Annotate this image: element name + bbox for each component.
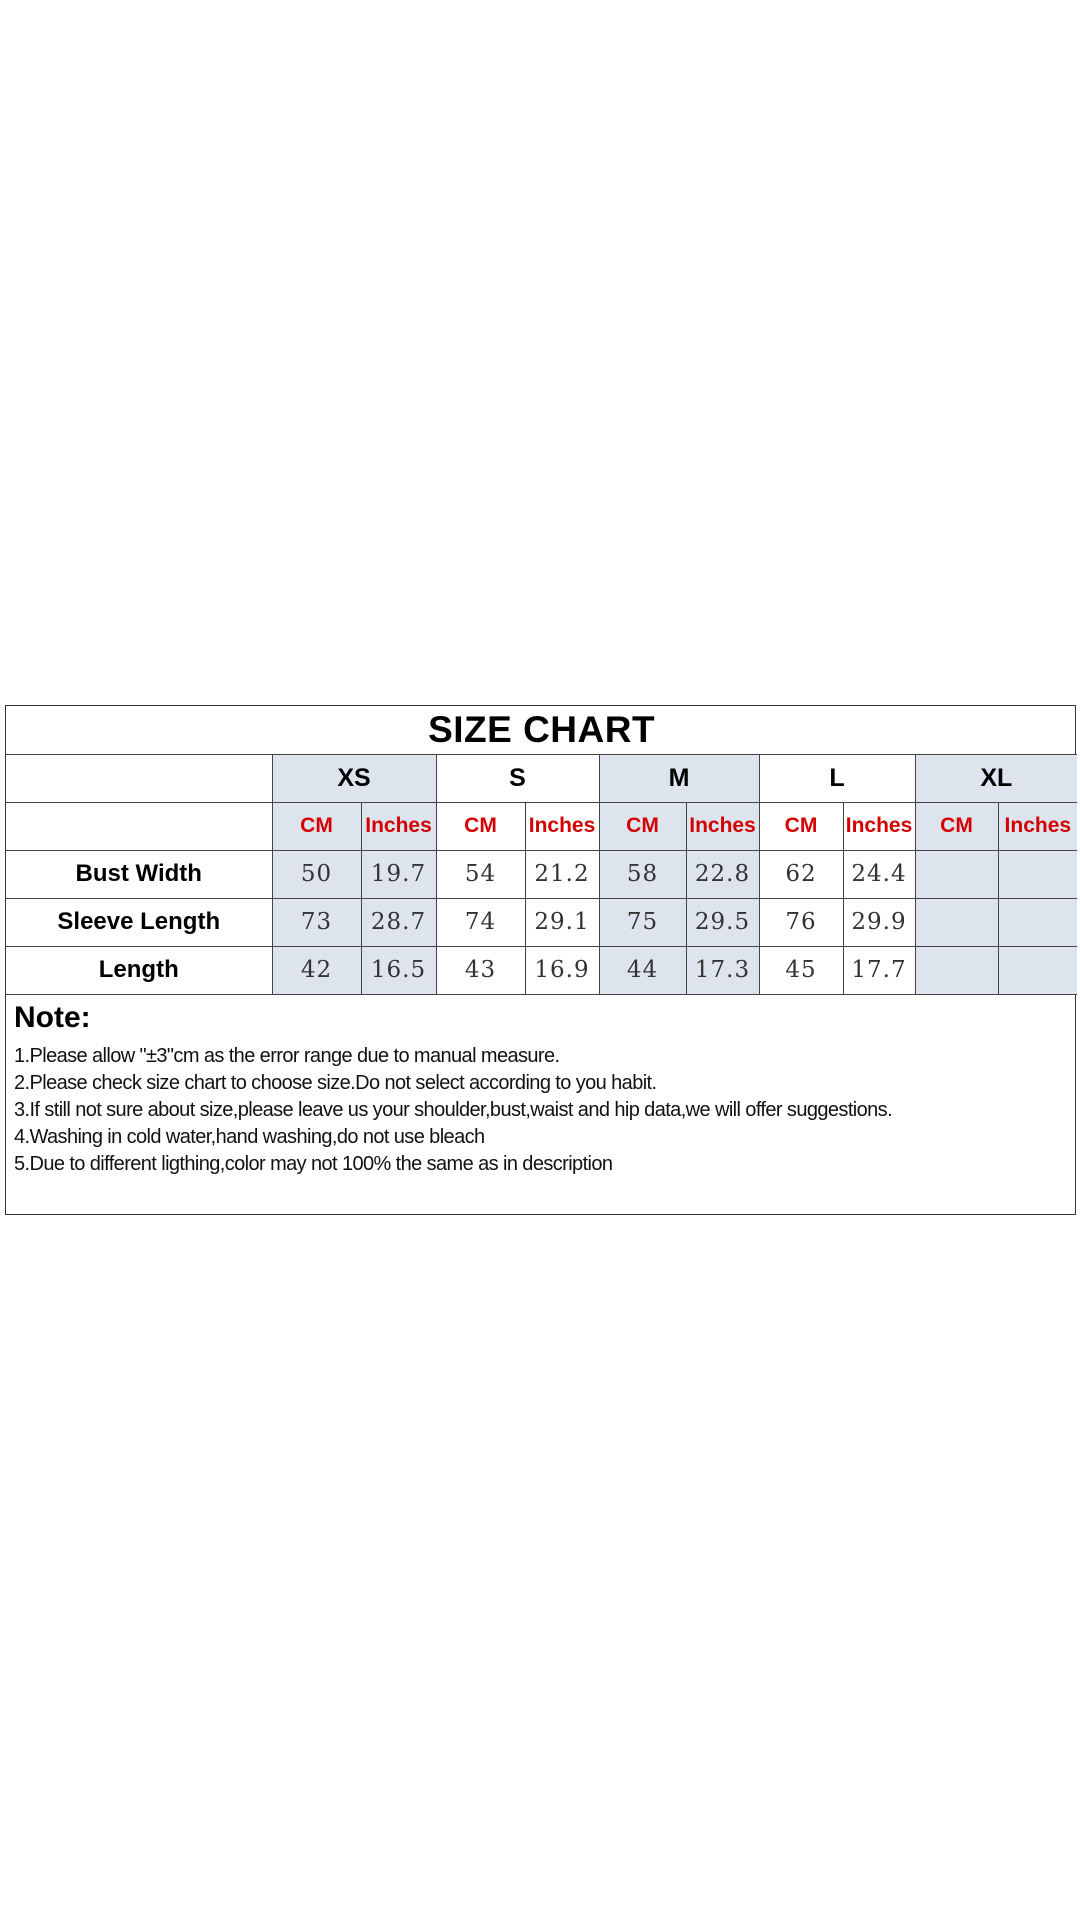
value-cell: 43 — [436, 946, 525, 994]
size-header-xs: XS — [272, 754, 436, 802]
value-cell — [998, 946, 1077, 994]
value-cell: 42 — [272, 946, 361, 994]
unit-header-s-inches: Inches — [525, 802, 599, 850]
title-row — [6, 706, 1077, 754]
note-item: 4.Washing in cold water,hand washing,do not use bleach — [14, 1125, 485, 1148]
unit-header-l-inches: Inches — [843, 802, 915, 850]
value-cell: 19.7 — [361, 850, 436, 898]
value-cell: 45 — [759, 946, 843, 994]
value-cell: 62 — [759, 850, 843, 898]
value-cell: 21.2 — [525, 850, 599, 898]
value-cell — [915, 850, 998, 898]
value-cell: 76 — [759, 898, 843, 946]
size-header-m: M — [599, 754, 759, 802]
value-cell: 17.7 — [843, 946, 915, 994]
size-chart — [5, 705, 1076, 1215]
corner-cell — [6, 754, 272, 802]
value-cell: 29.5 — [686, 898, 759, 946]
size-header-s: S — [436, 754, 599, 802]
unit-header-xs-inches: Inches — [361, 802, 436, 850]
unit-header-l-cm: CM — [759, 802, 843, 850]
chart-title: SIZE CHART — [6, 706, 1077, 754]
row-label: Length — [6, 946, 272, 994]
value-cell: 17.3 — [686, 946, 759, 994]
value-cell: 74 — [436, 898, 525, 946]
corner-cell — [6, 802, 272, 850]
value-cell: 16.5 — [361, 946, 436, 994]
unit-header-xs-cm: CM — [272, 802, 361, 850]
value-cell: 29.9 — [843, 898, 915, 946]
value-cell: 24.4 — [843, 850, 915, 898]
value-cell: 54 — [436, 850, 525, 898]
unit-header-row — [6, 802, 1077, 850]
size-header-l: L — [759, 754, 915, 802]
value-cell: 75 — [599, 898, 686, 946]
size-header-row — [6, 754, 1077, 802]
row-label: Sleeve Length — [6, 898, 272, 946]
value-cell — [915, 946, 998, 994]
unit-header-m-inches: Inches — [686, 802, 759, 850]
unit-header-m-cm: CM — [599, 802, 686, 850]
value-cell: 29.1 — [525, 898, 599, 946]
table-row — [6, 946, 1077, 994]
table-row — [6, 850, 1077, 898]
value-cell: 22.8 — [686, 850, 759, 898]
value-cell: 28.7 — [361, 898, 436, 946]
value-cell — [998, 898, 1077, 946]
value-cell: 44 — [599, 946, 686, 994]
value-cell: 16.9 — [525, 946, 599, 994]
note-item: 2.Please check size chart to choose size.Do not select according to you habit. — [14, 1071, 657, 1094]
notes-list — [14, 1043, 1067, 1178]
unit-header-xl-cm: CM — [915, 802, 998, 850]
note-item: 3.If still not sure about size,please leave us your shoulder,bust,waist and hip data,we will offer suggestions. — [14, 1098, 893, 1121]
size-chart-table — [6, 706, 1077, 995]
value-cell: 58 — [599, 850, 686, 898]
note-item: 1.Please allow "±3"cm as the error range due to manual measure. — [14, 1044, 560, 1067]
row-label: Bust Width — [6, 850, 272, 898]
unit-header-xl-inches: Inches — [998, 802, 1077, 850]
notes-title: Note: — [14, 1000, 91, 1034]
note-item: 5.Due to different ligthing,color may not 100% the same as in description — [14, 1152, 613, 1175]
value-cell: 73 — [272, 898, 361, 946]
notes-section — [6, 995, 1075, 1178]
value-cell — [998, 850, 1077, 898]
table-row — [6, 898, 1077, 946]
value-cell: 50 — [272, 850, 361, 898]
size-header-xl: XL — [915, 754, 1077, 802]
unit-header-s-cm: CM — [436, 802, 525, 850]
value-cell — [915, 898, 998, 946]
